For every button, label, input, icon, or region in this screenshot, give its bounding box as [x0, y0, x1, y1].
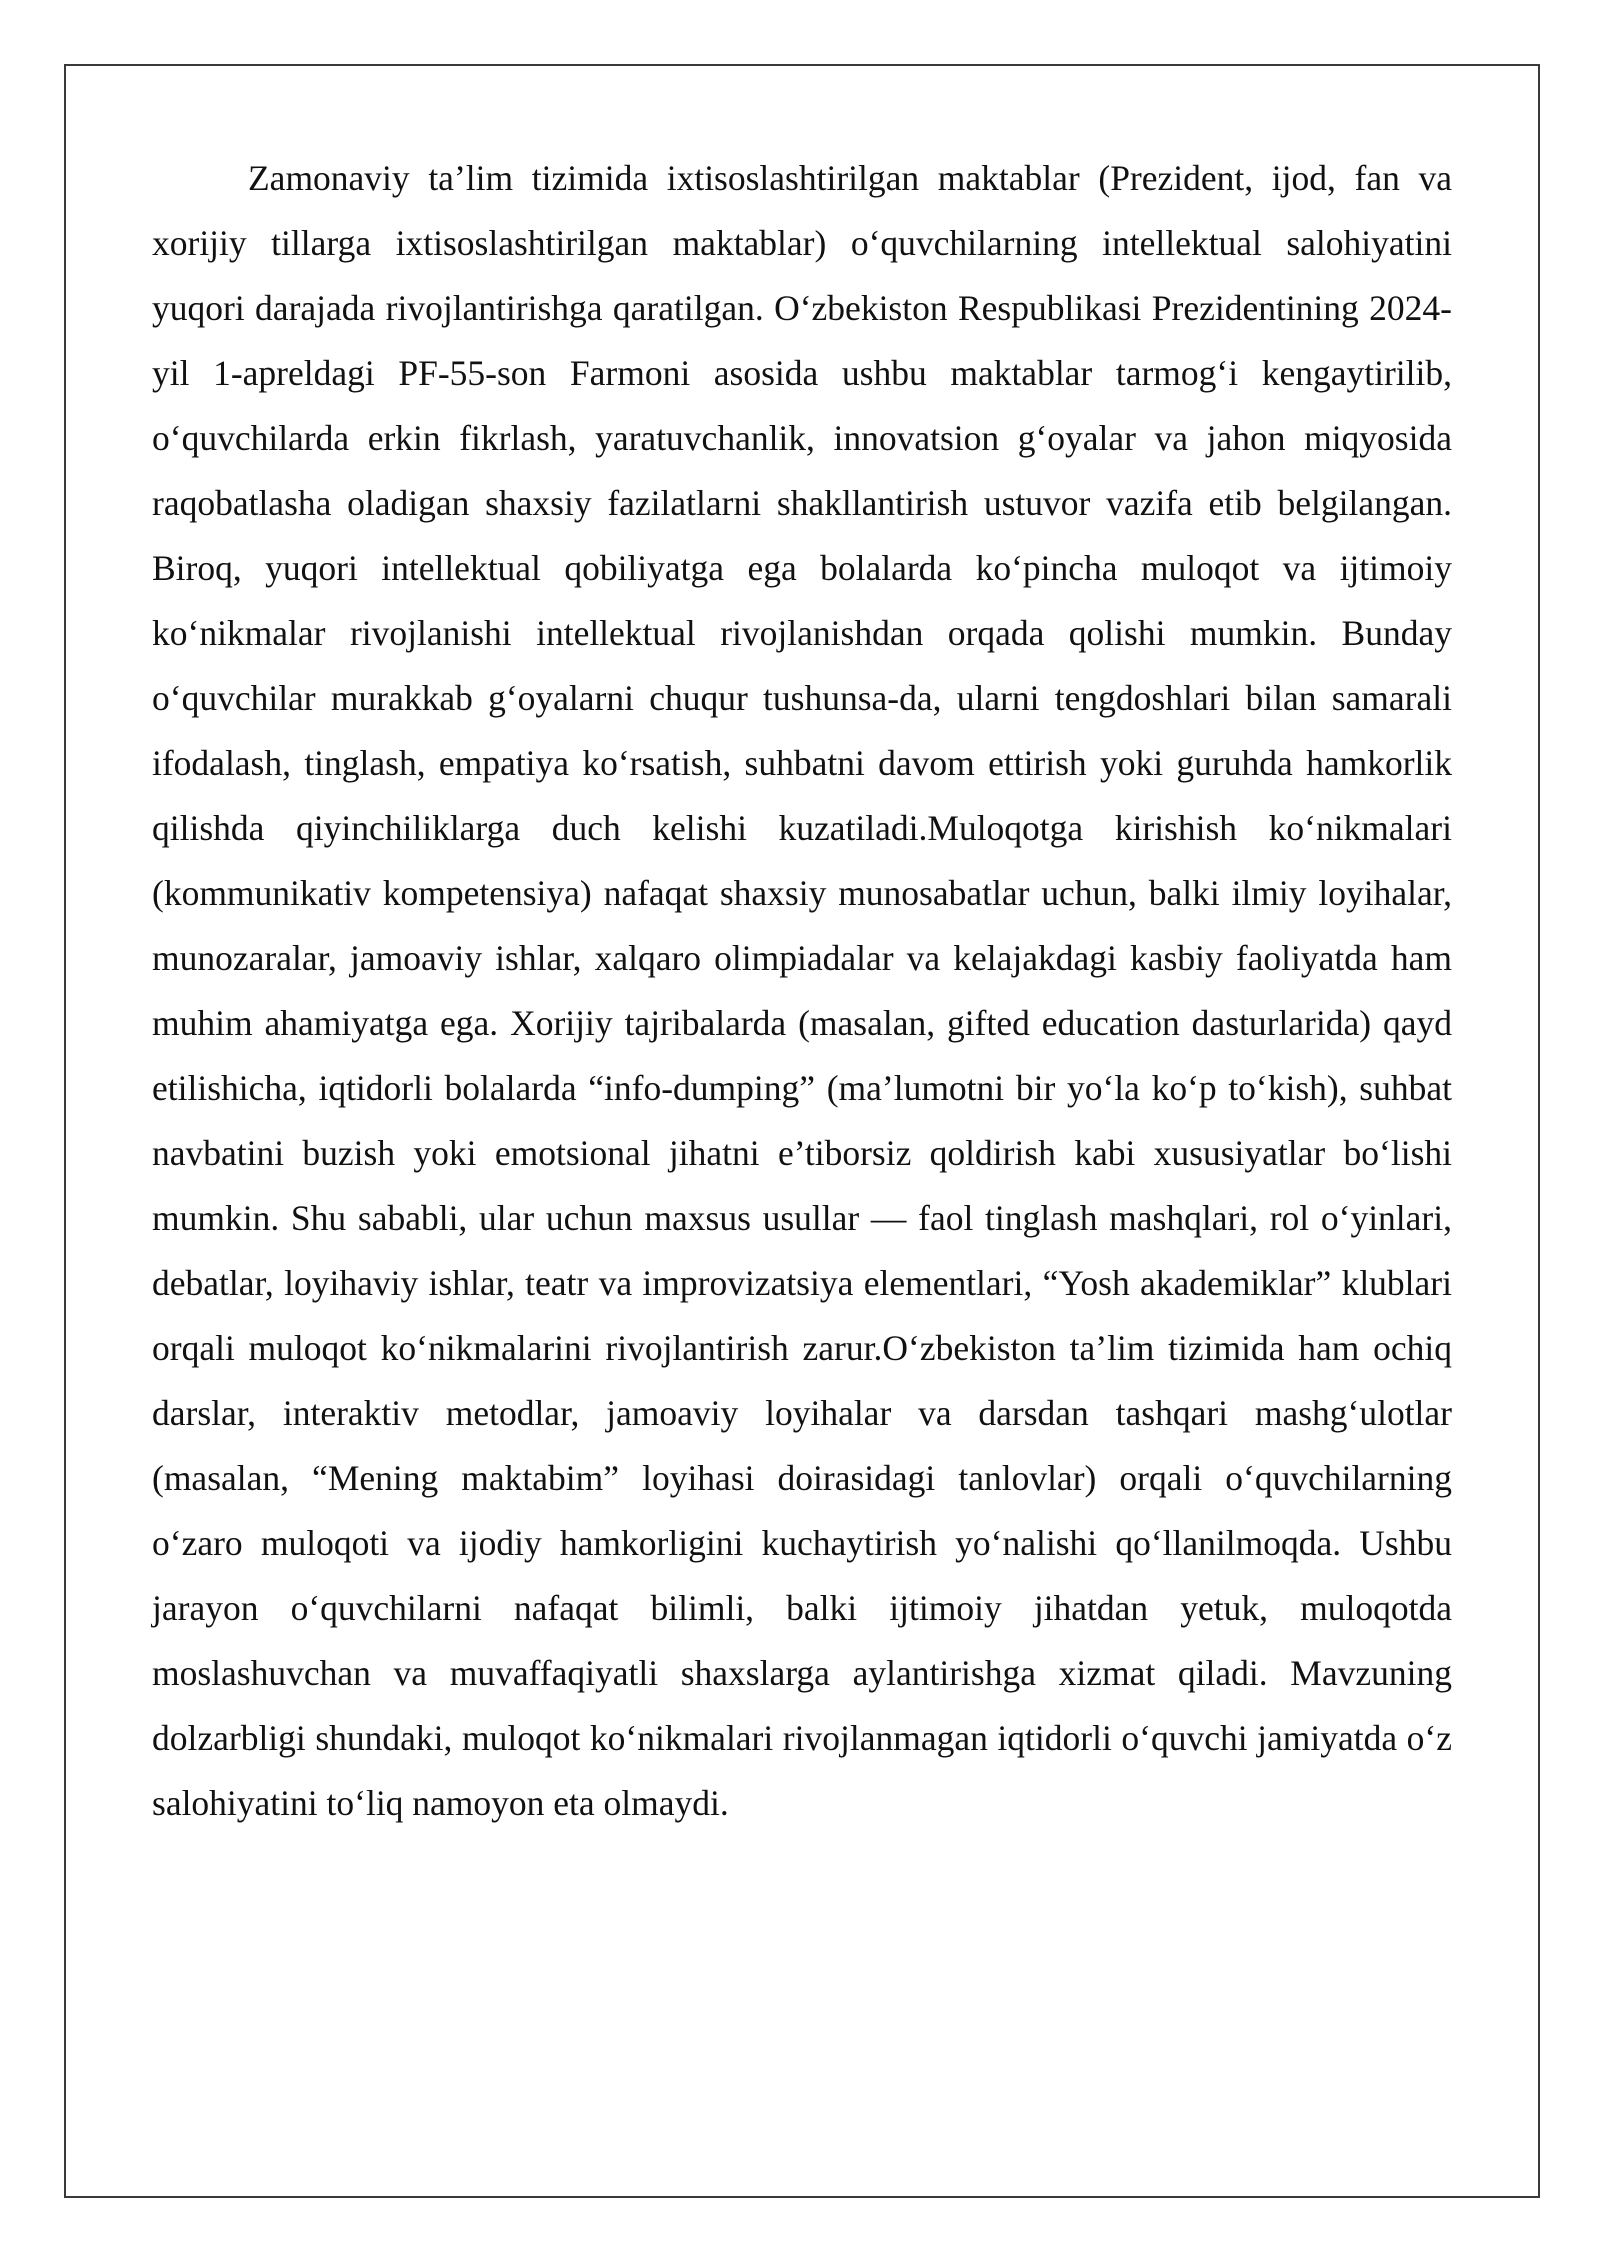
body-paragraph: Zamonaviy ta’lim tizimida ixtisoslashtirilgan maktablar (Prezident, ijod, fan va xorijiy tillarga ixtisoslashtirilgan maktablar) o‘quvchilarning intellektual salohiyatini yuqori darajada rivojlantirishga qaratilgan. O‘zbekiston Respublikasi Prezidentining 2024-yil 1-apreldagi PF-55-son Farmoni asosida ushbu maktablar tarmog‘i kengaytirilib, o‘quvchilarda erkin fikrlash, yaratuvchanlik, innovatsion g‘oyalar va jahon miqyosida raqobatlasha oladigan shaxsiy fazilatlarni shakllantirish ustuvor vazifa etib belgilangan. Biroq, yuqori intellektual qobiliyatga ega bolalarda ko‘pincha muloqot va ijtimoiy ko‘nikmalar rivojlanishi intellektual rivojlanishdan orqada qolishi mumkin. Bunday o‘quvchilar murakkab g‘oyalarni chuqur tushunsa-da, ularni tengdoshlari bilan samarali ifodalash, tinglash, empatiya ko‘rsatish, suhbatni davom ettirish yoki guruhda hamkorlik qilishda qiyinchiliklarga duch kelishi kuzatiladi.Muloqotga kirishish ko‘nikmalari (kommunikativ kompetensiya) nafaqat shaxsiy munosabatlar uchun, balki ilmiy loyihalar, munozaralar, jamoaviy ishlar, xalqaro olimpiadalar va kelajakdagi kasbiy faoliyatda ham muhim ahamiyatga ega. Xorijiy tajribalarda (masalan, gifted education dasturlarida) qayd etilishicha, iqtidorli bolalarda “info-dumping” (ma’lumotni bir yo‘la ko‘p to‘kish), suhbat navbatini buzish yoki emotsional jihatni e’tiborsiz qoldirish kabi xususiyatlar bo‘lishi mumkin. Shu sababli, ular uchun maxsus usullar — faol tinglash mashqlari, rol o‘yinlari, debatlar, loyihaviy ishlar, teatr va improvizatsiya elementlari, “Yosh akademiklar” klublari orqali muloqot ko‘nikmalarini rivojlantirish zarur.O‘zbekiston ta’lim tizimida ham ochiq darslar, interaktiv metodlar, jamoaviy loyihalar va darsdan tashqari mashg‘ulotlar (masalan, “Mening maktabim” loyihasi doirasidagi tanlovlar) orqali o‘quvchilarning o‘zaro muloqoti va ijodiy hamkorligini kuchaytirish yo‘nalishi qo‘llanilmoqda. Ushbu jarayon o‘quvchilarni nafaqat bilimli, balki ijtimoiy jihatdan yetuk, muloqotda moslashuvchan va muvaffaqiyatli shaxslarga aylantirishga xizmat qiladi. Mavzuning dolzarbligi shundaki, muloqot ko‘nikmalari rivojlanmagan iqtidorli o‘quvchi jamiyatda o‘z salohiyatini to‘liq namoyon eta olmaydi. — [152, 158, 1452, 1823]
